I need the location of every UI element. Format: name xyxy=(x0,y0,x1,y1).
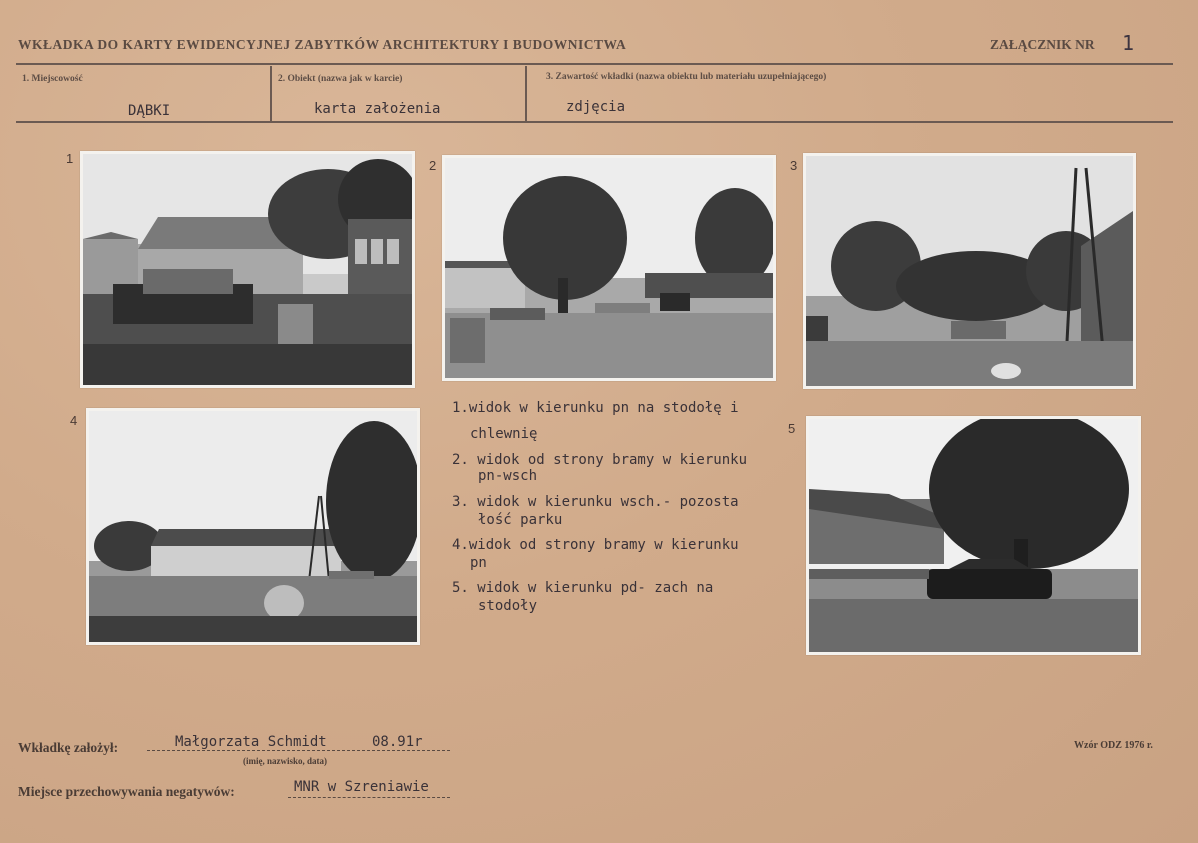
photo-number: 3 xyxy=(790,158,798,173)
founded-label: Wkładkę założył: xyxy=(18,740,119,755)
caption-line: 5. widok w kierunku pd- zach na xyxy=(452,580,714,596)
photo-3 xyxy=(803,153,1136,389)
storage-label: Miejsce przechowywania negatywów: xyxy=(18,784,235,799)
sheet-title: WKŁADKA DO KARTY EWIDENCYJNEJ ZABYTKÓW ARCHITEKTURY I BUDOWNICTWA xyxy=(18,37,627,52)
photo-number: 5 xyxy=(788,421,796,436)
photo-1 xyxy=(80,151,415,388)
caption-line: łość parku xyxy=(478,512,563,528)
caption-line: chlewnię xyxy=(470,426,538,442)
form-code: Wzór ODZ 1976 r. xyxy=(1074,740,1153,751)
caption-line: stodoły xyxy=(478,598,538,614)
photo-5 xyxy=(806,416,1141,655)
storage-line xyxy=(288,797,450,798)
annex-number: 1 xyxy=(1122,31,1135,55)
annex-label: ZAŁĄCZNIK NR xyxy=(990,37,1095,52)
contents-value: zdjęcia xyxy=(566,99,626,115)
caption-line: 3. widok w kierunku wsch.- pozosta xyxy=(452,494,739,510)
caption-line: pn-wsch xyxy=(478,468,538,484)
caption-line: 2. widok od strony bramy w kierunku xyxy=(452,452,748,468)
field-rule xyxy=(16,121,1173,123)
locality-value: DĄBKI xyxy=(128,103,171,119)
storage-value: MNR w Szreniawie xyxy=(294,779,429,795)
header-rule xyxy=(16,63,1173,65)
founded-date: 08.91r xyxy=(372,734,423,750)
contents-label: 3. Zawartość wkładki (nazwa obiektu lub materiału uzupełniającego) xyxy=(546,72,827,82)
photo-2 xyxy=(442,155,776,381)
founded-line xyxy=(147,750,450,751)
locality-label: 1. Miejscowość xyxy=(22,74,83,84)
object-label: 2. Obiekt (nazwa jak w karcie) xyxy=(278,74,403,84)
photo-number: 1 xyxy=(66,151,74,166)
caption-line: pn xyxy=(470,555,487,571)
field-divider xyxy=(270,66,272,121)
caption-line: 4.widok od strony bramy w kierunku xyxy=(452,537,739,553)
caption-line: 1.widok w kierunku pn na stodołę i xyxy=(452,400,739,416)
object-value: karta założenia xyxy=(314,101,441,117)
field-divider xyxy=(525,66,527,121)
photo-number: 4 xyxy=(70,413,78,428)
photo-4 xyxy=(86,408,420,645)
founded-name: Małgorzata Schmidt xyxy=(175,734,327,750)
founded-hint: (imię, nazwisko, data) xyxy=(243,756,327,766)
photo-number: 2 xyxy=(429,158,437,173)
